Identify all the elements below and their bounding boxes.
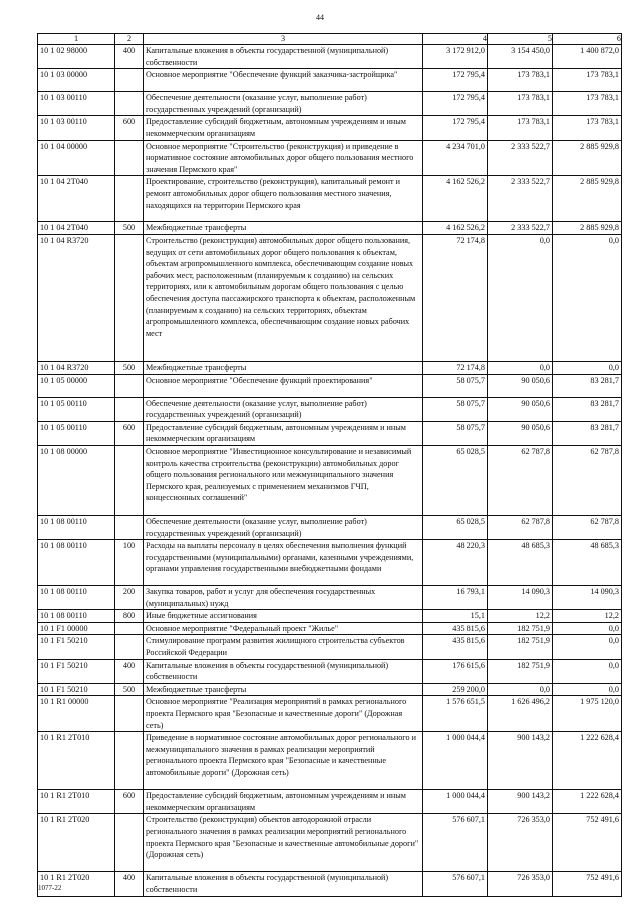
table-row [38, 140, 622, 176]
row-value-3: 0,0 [553, 361, 622, 374]
row-value-3: 752 491,6 [553, 814, 622, 872]
row-name: Межбюджетные трансферты [144, 361, 423, 374]
row-type [115, 140, 144, 176]
row-name: Приведение в нормативное состояние автомобильных дорог регионального и межмуниципального значения в рамках реализации мероприятий регионального проекта Пермского края "Безопасные и качественные автомобильные дороги" (Дорожная сеть) [144, 732, 423, 790]
row-value-3: 14 090,3 [553, 586, 622, 610]
table-row [38, 421, 622, 445]
row-value-1: 4 162 526,2 [423, 222, 488, 235]
row-value-3: 83 281,7 [553, 421, 622, 445]
row-code: 10 1 F1 50210 [38, 683, 115, 696]
footer-code: 1077-22 [38, 884, 62, 892]
table-row [38, 610, 622, 623]
row-code: 10 1 03 00000 [38, 69, 115, 92]
row-value-2: 12,2 [488, 610, 553, 623]
row-name: Обеспечение деятельности (оказание услуг, выполнение работ) государственных учреждений (организаций) [144, 92, 423, 116]
row-value-3: 0,0 [553, 683, 622, 696]
row-value-2: 900 143,2 [488, 790, 553, 814]
table-row [38, 234, 622, 361]
table-row [38, 69, 622, 92]
row-value-2: 3 154 450,0 [488, 45, 553, 69]
row-value-3: 173 783,1 [553, 92, 622, 116]
row-code: 10 1 05 00000 [38, 374, 115, 397]
row-name: Закупка товаров, работ и услуг для обеспечения государственных (муниципальных) нужд [144, 586, 423, 610]
header-col-2: 2 [115, 34, 144, 45]
row-code: 10 1 F1 00000 [38, 622, 115, 635]
row-type [115, 176, 144, 222]
row-code: 10 1 R1 2Т020 [38, 814, 115, 872]
row-value-1: 176 615,6 [423, 659, 488, 683]
row-type [115, 92, 144, 116]
row-type [115, 69, 144, 92]
row-type: 600 [115, 421, 144, 445]
row-value-2: 173 783,1 [488, 116, 553, 140]
row-name: Основное мероприятие "Строительство (реконструкция) и приведение в нормативное состояние автомобильных дорог общего пользования местного значения Пермского края" [144, 140, 423, 176]
row-value-2: 14 090,3 [488, 586, 553, 610]
row-name: Иные бюджетные ассигнования [144, 610, 423, 623]
row-code: 10 1 R1 2Т010 [38, 790, 115, 814]
row-value-2: 173 783,1 [488, 69, 553, 92]
row-code: 10 1 08 00110 [38, 610, 115, 623]
row-value-2: 173 783,1 [488, 92, 553, 116]
row-name: Межбюджетные трансферты [144, 683, 423, 696]
row-value-3: 62 787,8 [553, 445, 622, 515]
row-value-2: 1 626 496,2 [488, 696, 553, 732]
row-type [115, 397, 144, 421]
row-value-1: 58 075,7 [423, 374, 488, 397]
table-row [38, 397, 622, 421]
row-value-2: 2 333 522,7 [488, 140, 553, 176]
row-type [115, 635, 144, 659]
row-code: 10 1 08 00110 [38, 586, 115, 610]
table-row [38, 116, 622, 140]
row-name: Обеспечение деятельности (оказание услуг, выполнение работ) государственных учреждений (организаций) [144, 515, 423, 539]
row-value-1: 576 607,1 [423, 814, 488, 872]
row-name: Стимулирование программ развития жилищного строительства субъектов Российской Федерации [144, 635, 423, 659]
row-value-1: 65 028,5 [423, 445, 488, 515]
row-code: 10 1 04 R3720 [38, 361, 115, 374]
row-type: 100 [115, 540, 144, 586]
row-name: Обеспечение деятельности (оказание услуг, выполнение работ) государственных учреждений (организаций) [144, 397, 423, 421]
row-value-1: 172 795,4 [423, 69, 488, 92]
row-code: 10 1 05 00110 [38, 397, 115, 421]
row-code: 10 1 08 00110 [38, 515, 115, 539]
table-row [38, 176, 622, 222]
row-value-3: 0,0 [553, 659, 622, 683]
row-value-2: 90 050,6 [488, 421, 553, 445]
row-type [115, 814, 144, 872]
row-name: Основное мероприятие "Обеспечение функций проектирования" [144, 374, 423, 397]
row-name: Основное мероприятие "Инвестиционное консультирование и независимый контроль качества строительства (реконструкции) автомобильных дорог общего пользования регионального или межмуниципального значения Пермского края, реализуемых с применением механизмов ГЧП, концессионных соглашений" [144, 445, 423, 515]
table-header-row [38, 34, 622, 45]
row-code: 10 1 04 2Т040 [38, 176, 115, 222]
row-type: 500 [115, 222, 144, 235]
row-value-2: 48 685,3 [488, 540, 553, 586]
table-row [38, 696, 622, 732]
row-value-1: 172 795,4 [423, 116, 488, 140]
row-code: 10 1 04 00000 [38, 140, 115, 176]
table-row [38, 872, 622, 896]
row-code: 10 1 R1 00000 [38, 696, 115, 732]
row-code: 10 1 R1 2Т020 [38, 872, 115, 896]
row-value-3: 1 400 872,0 [553, 45, 622, 69]
row-value-3: 0,0 [553, 234, 622, 361]
row-name: Капитальные вложения в объекты государственной (муниципальной) собственности [144, 45, 423, 69]
table-row [38, 683, 622, 696]
row-value-2: 90 050,6 [488, 397, 553, 421]
row-value-2: 0,0 [488, 234, 553, 361]
table-row [38, 515, 622, 539]
row-name: Капитальные вложения в объекты государственной (муниципальной) собственности [144, 872, 423, 896]
row-value-1: 259 200,0 [423, 683, 488, 696]
row-name: Основное мероприятие "Реализация мероприятий в рамках регионального проекта Пермского края "Безопасные и качественные дороги" (Дорожная сеть) [144, 696, 423, 732]
row-value-1: 435 815,6 [423, 635, 488, 659]
table-row [38, 635, 622, 659]
row-type [115, 696, 144, 732]
budget-table [37, 33, 622, 897]
row-name: Межбюджетные трансферты [144, 222, 423, 235]
row-value-2: 62 787,8 [488, 515, 553, 539]
table-row [38, 814, 622, 872]
row-code: 10 1 R1 2Т010 [38, 732, 115, 790]
table-row [38, 790, 622, 814]
row-type: 500 [115, 361, 144, 374]
row-value-3: 1 222 628,4 [553, 790, 622, 814]
row-value-3: 0,0 [553, 635, 622, 659]
row-name: Строительство (реконструкция) автомобильных дорог общего пользования, ведущих от сети автомобильных дорог общего пользования к объектам, объектам агропромышленного комплекса, обеспечивающим создание новых рабочих мест, расположенным (планируемым к созданию) на сельских территориях, или к автомобильным дорогам общего пользования с целью обеспечения доступа пассажирского транспорта к объектам, расположенным (планируемым к созданию) на сельских территориях, объектам агропромышленного комплекса, обеспечивающим создание новых рабочих мест [144, 234, 423, 361]
row-code: 10 1 03 00110 [38, 116, 115, 140]
row-code: 10 1 05 00110 [38, 421, 115, 445]
table-row [38, 540, 622, 586]
table-row [38, 361, 622, 374]
row-code: 10 1 08 00110 [38, 540, 115, 586]
row-name: Предоставление субсидий бюджетным, автономным учреждениям и иным некоммерческим организациям [144, 421, 423, 445]
row-type: 800 [115, 610, 144, 623]
row-value-1: 4 234 701,0 [423, 140, 488, 176]
row-value-1: 1 000 044,4 [423, 732, 488, 790]
row-value-2: 2 333 522,7 [488, 176, 553, 222]
row-value-2: 900 143,2 [488, 732, 553, 790]
row-name: Предоставление субсидий бюджетным, автономным учреждениям и иным некоммерческим организациям [144, 790, 423, 814]
row-value-1: 16 793,1 [423, 586, 488, 610]
row-name: Основное мероприятие "Обеспечение функций заказчика-застройщика" [144, 69, 423, 92]
row-value-3: 12,2 [553, 610, 622, 623]
row-value-3: 1 222 628,4 [553, 732, 622, 790]
row-code: 10 1 F1 50210 [38, 635, 115, 659]
row-value-3: 48 685,3 [553, 540, 622, 586]
row-type [115, 622, 144, 635]
row-value-3: 2 885 929,8 [553, 176, 622, 222]
row-value-2: 2 333 522,7 [488, 222, 553, 235]
row-value-3: 0,0 [553, 622, 622, 635]
row-name: Капитальные вложения в объекты государственной (муниципальной) собственности [144, 659, 423, 683]
row-name: Основное мероприятие "Федеральный проект "Жилье" [144, 622, 423, 635]
row-value-1: 4 162 526,2 [423, 176, 488, 222]
page-number: 44 [316, 13, 324, 22]
table-row [38, 622, 622, 635]
row-value-1: 58 075,7 [423, 421, 488, 445]
row-value-2: 726 353,0 [488, 814, 553, 872]
row-value-1: 65 028,5 [423, 515, 488, 539]
row-code: 10 1 F1 50210 [38, 659, 115, 683]
row-code: 10 1 02 98000 [38, 45, 115, 69]
row-type: 200 [115, 586, 144, 610]
row-value-3: 62 787,8 [553, 515, 622, 539]
row-value-3: 173 783,1 [553, 116, 622, 140]
row-value-2: 182 751,9 [488, 622, 553, 635]
row-value-1: 576 607,1 [423, 872, 488, 896]
row-value-3: 173 783,1 [553, 69, 622, 92]
row-name: Расходы на выплаты персоналу в целях обеспечения выполнения функций государственными (муниципальными) органами, казенными учреждениями, органами управления государственными внебюджетными фондами [144, 540, 423, 586]
header-col-5: 5 [488, 34, 553, 45]
row-value-3: 2 885 929,8 [553, 140, 622, 176]
header-col-6: 6 [553, 34, 622, 45]
table-row [38, 45, 622, 69]
table-row [38, 659, 622, 683]
row-value-1: 15,1 [423, 610, 488, 623]
row-type [115, 445, 144, 515]
row-value-1: 72 174,8 [423, 361, 488, 374]
row-value-3: 83 281,7 [553, 397, 622, 421]
row-name: Проектирование, строительство (реконструкция), капитальный ремонт и ремонт автомобильных дорог общего пользования местного значения, находящихся на территории Пермского края [144, 176, 423, 222]
row-type: 600 [115, 116, 144, 140]
row-value-2: 90 050,6 [488, 374, 553, 397]
row-code: 10 1 04 R3720 [38, 234, 115, 361]
row-type [115, 374, 144, 397]
row-value-1: 58 075,7 [423, 397, 488, 421]
row-value-1: 72 174,8 [423, 234, 488, 361]
table-row [38, 374, 622, 397]
row-value-1: 3 172 912,0 [423, 45, 488, 69]
row-code: 10 1 04 2Т040 [38, 222, 115, 235]
row-value-1: 172 795,4 [423, 92, 488, 116]
row-value-3: 83 281,7 [553, 374, 622, 397]
row-code: 10 1 03 00110 [38, 92, 115, 116]
row-value-2: 182 751,9 [488, 659, 553, 683]
row-value-2: 0,0 [488, 361, 553, 374]
table-row [38, 445, 622, 515]
row-value-1: 1 576 651,5 [423, 696, 488, 732]
row-value-2: 726 353,0 [488, 872, 553, 896]
row-value-2: 62 787,8 [488, 445, 553, 515]
row-value-3: 2 885 929,8 [553, 222, 622, 235]
row-value-3: 1 975 120,0 [553, 696, 622, 732]
row-type: 400 [115, 45, 144, 69]
row-type [115, 515, 144, 539]
header-col-1: 1 [38, 34, 115, 45]
row-type: 400 [115, 659, 144, 683]
row-name: Предоставление субсидий бюджетным, автономным учреждениям и иным некоммерческим организациям [144, 116, 423, 140]
table-row [38, 586, 622, 610]
row-name: Строительство (реконструкция) объектов автодорожной отрасли регионального значения в рамках реализации мероприятий регионального проекта Пермского края "Безопасные и качественные автомобильные дороги" (Дорожная сеть) [144, 814, 423, 872]
row-value-2: 182 751,9 [488, 635, 553, 659]
header-col-4: 4 [423, 34, 488, 45]
row-type: 400 [115, 872, 144, 896]
row-type: 600 [115, 790, 144, 814]
table-row [38, 222, 622, 235]
header-col-3: 3 [144, 34, 423, 45]
table-row [38, 732, 622, 790]
row-value-3: 752 491,6 [553, 872, 622, 896]
row-value-1: 435 815,6 [423, 622, 488, 635]
table-row [38, 92, 622, 116]
row-type: 500 [115, 683, 144, 696]
row-type [115, 732, 144, 790]
table-body [38, 45, 622, 897]
row-value-2: 0,0 [488, 683, 553, 696]
row-value-1: 48 220,3 [423, 540, 488, 586]
row-type [115, 234, 144, 361]
row-value-1: 1 000 044,4 [423, 790, 488, 814]
row-code: 10 1 08 00000 [38, 445, 115, 515]
